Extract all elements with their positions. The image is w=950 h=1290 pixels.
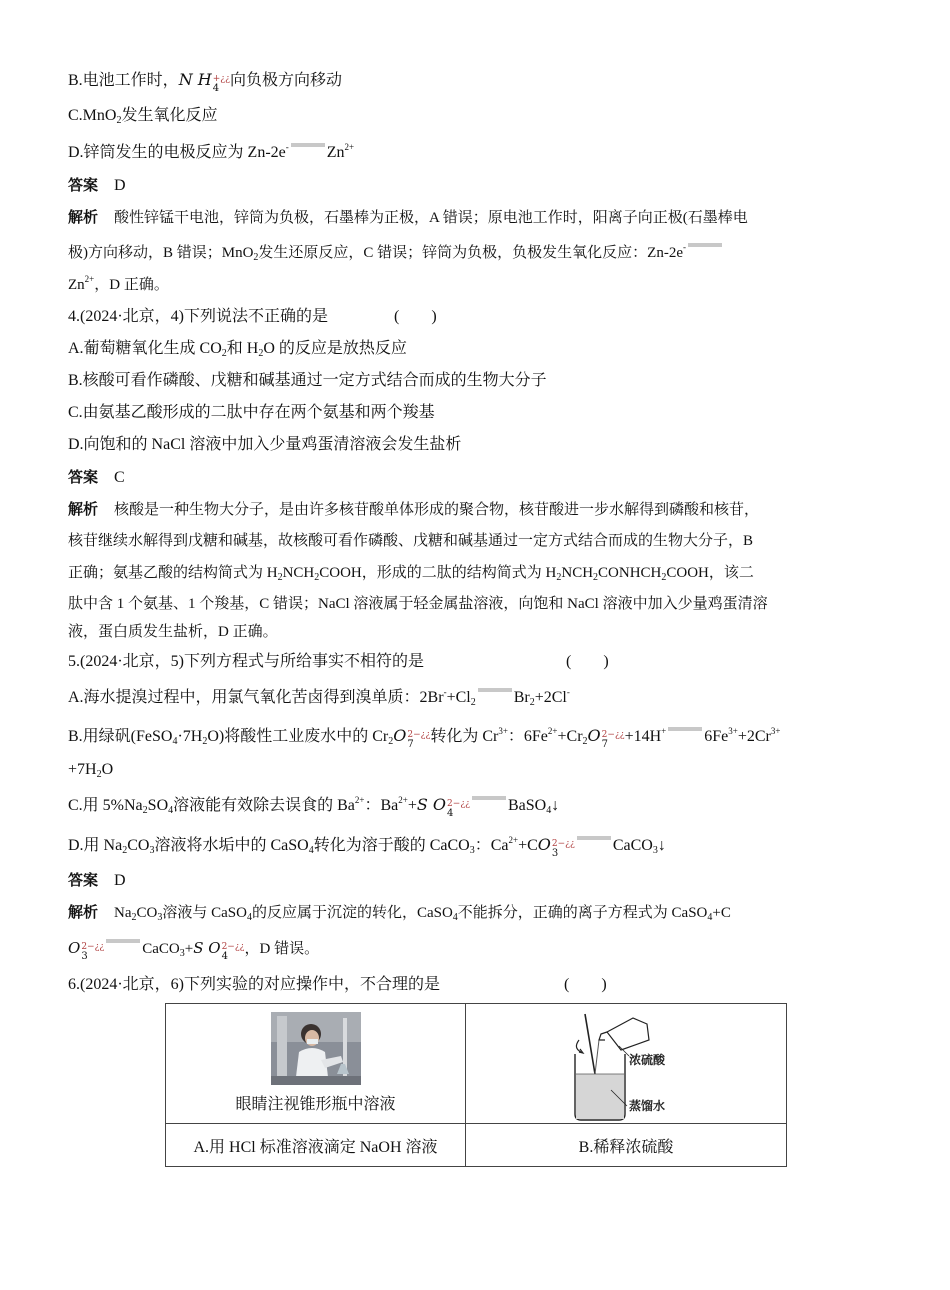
q4-analysis-line-3: 正确；氨基乙酸的结构简式为 $H_2NCH_2COOH$，形成的二肽的结构简式为 $H_2NCH_2CONHCH_2COOH$，该二 (68, 565, 754, 583)
answer-blank: ( ) (564, 976, 607, 993)
q5-option-c: C.用 $5\%Na_2SO_4$溶液能有效除去误食的 $Ba^{2+}$：$Ba^{2+}+S$ O 2−¿¿ 4 BaSO$_4$↓ (68, 795, 560, 819)
q3-option-d: D.锌筒发生的电极反应为 Zn-2e- $Zn^{2+}$ (68, 142, 355, 161)
q4-analysis-line-2: 核苷继续水解得到戊糖和碱基，故核酸可看作磷酸、戊糖和碱基通过一定方式结合而成的生物大分子，B (68, 533, 754, 549)
q4-stem: 4.(2024·北京，4)下列说法不正确的是 ( ) (68, 308, 437, 325)
q6-cell-b-image (466, 1004, 787, 1124)
dilution-diagram (571, 1010, 681, 1122)
q5-analysis-line-1: 解析 $Na_2CO_3$溶液与 CaSO$_4$的反应属于沉淀的转化，CaSO$_4$不能拆分，正确的离子方程式为 CaSO$_4$+C (68, 903, 731, 923)
reaction-arrow-icon (472, 796, 506, 800)
reaction-arrow-icon (291, 143, 325, 147)
q4-analysis-line-5: 液，蛋白质发生盐析，D 正确。 (68, 624, 278, 640)
q6-option-a: A.用 HCl 标准溶液滴定 NaOH 溶液 (166, 1124, 466, 1167)
q5-option-d: D.用 $Na_2CO_3$溶液将水垢中的 CaSO$_4$转化为溶于酸的 CaCO$_3$：$Ca^{2+}+CO$ 2−¿¿ 3 CaCO$_3$↓ (68, 835, 666, 859)
q5-option-b-line-2: $+7H_2O$ (68, 761, 114, 780)
reaction-arrow-icon (106, 939, 140, 943)
answer-blank: ( ) (566, 653, 609, 670)
q5-analysis-line-2: O 2−¿¿ 3 CaCO$_3$+S O 2−¿¿ 4 ，D 错误。 (68, 939, 320, 962)
q5-option-b-line-1: B.用绿矾$(FeSO_4\cdot 7H_2O)$将酸性工业废水中的 $Cr_2O$ 2−¿¿ 7 转化为 $Cr^{3+}$：$6Fe^{2+}+Cr_2O$ 2−¿¿ 7 +14H+ $6Fe^{3+}+2Cr^{3+}$ (68, 726, 781, 750)
answer-blank: ( ) (394, 308, 437, 325)
diagram-label-acid: 浓硫酸 (629, 1053, 666, 1067)
q5-option-a: A.海水提溴过程中，用氯气氧化苦卤得到溴单质：$2Br^-+Cl_2$ $Br_2+2Cl^-$ (68, 687, 570, 708)
q6-option-b: B.稀释浓硫酸 (466, 1124, 787, 1167)
q4-option-b: B.核酸可看作磷酸、戊糖和碱基通过一定方式结合而成的生物大分子 (68, 372, 547, 389)
q3-analysis-line-1: 解析 酸性锌锰干电池，锌筒为负极，石墨棒为正极，A 错误；原电池工作时，阳离子向正极(石墨棒电 (68, 208, 748, 226)
q3-analysis-line-3: $Zn^{2+}$，D 正确。 (68, 274, 169, 293)
q4-option-a: A.葡萄糖氧化生成 $CO_2$和 $H_2O$ 的反应是放热反应 (68, 340, 407, 359)
q6-cell-a-caption: 眼睛注视锥形瓶中溶液 (235, 1096, 396, 1113)
q4-option-c: C.由氨基乙酸形成的二肽中存在两个氨基和两个羧基 (68, 404, 435, 421)
q5-stem: 5.(2024·北京，5)下列方程式与所给事实不相符的是 ( ) (68, 653, 609, 670)
reaction-arrow-icon (577, 836, 611, 840)
q3-option-c: C.MnO$_2$发生氧化反应 (68, 107, 218, 126)
q4-analysis-line-4: 肽中含 1 个氨基、1 个羧基，C 错误；NaCl 溶液属于轻金属盐溶液，向饱和 NaCl 溶液中加入少量鸡蛋清溶 (68, 596, 768, 612)
reaction-arrow-icon (688, 243, 722, 247)
q6-cell-a-image (166, 1004, 466, 1124)
q4-option-d: D.向饱和的 NaCl 溶液中加入少量鸡蛋清溶液会发生盐析 (68, 436, 462, 453)
reaction-arrow-icon (668, 727, 702, 731)
q6-options-table (165, 1003, 787, 1167)
reaction-arrow-icon (478, 688, 512, 692)
q4-answer: 答案 C (68, 468, 125, 486)
q4-analysis-line-1: 解析 核酸是一种生物大分子，是由许多核苷酸单体形成的聚合物，核苷酸进一步水解得到磷酸和核苷， (68, 500, 760, 518)
q6-stem: 6.(2024·北京，6)下列实验的对应操作中，不合理的是 ( ) (68, 976, 607, 993)
q3-answer: 答案 D (68, 176, 126, 194)
titration-photo (271, 1012, 361, 1085)
q3-analysis-line-2: 极)方向移动，B 错误；MnO$_2$发生还原反应，C 错误；锌筒为负极，负极发生氧化反应：Zn-2e- (68, 243, 724, 263)
q5-answer: 答案 D (68, 871, 126, 889)
q3-option-b: B.电池工作时，N H +¿¿ 4 向负极方向移动 (68, 70, 342, 94)
diagram-label-water: 蒸馏水 (629, 1099, 666, 1113)
